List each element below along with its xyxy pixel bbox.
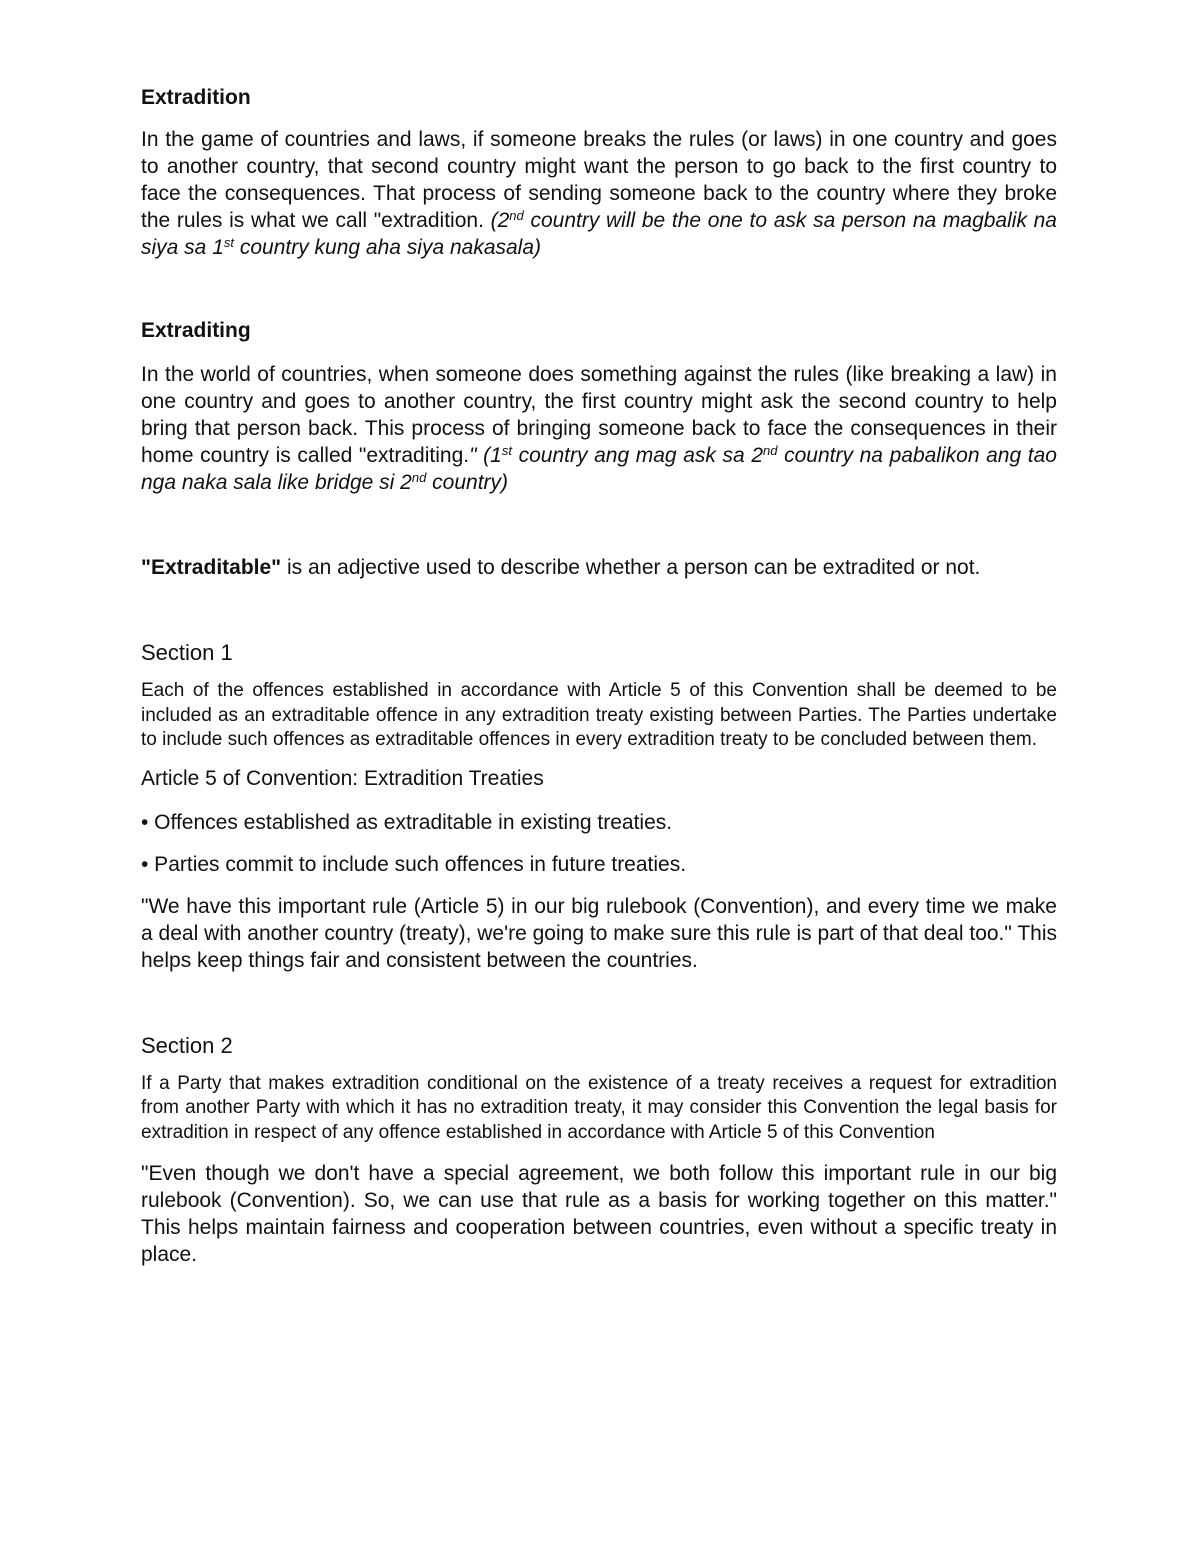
extraditing-paragraph	[141, 361, 1057, 496]
extraditable-term: "Extraditable"	[141, 556, 282, 579]
article-5-bullet-1: • Offences established as extraditable in existing treaties.	[141, 810, 673, 834]
extradition-note: (2nd country will be the one to ask sa person na magbalik na siya sa 1st country kung aha siya nakasala)	[141, 207, 1057, 259]
section-2-text: If a Party that makes extradition conditional on the existence of a treaty receives a request for extradition from another Party with which it has no extradition treaty, it may consider this Convention the legal basis for extradition in respect of any offence established in accordance with Article 5 of this Convention	[141, 1072, 1057, 1143]
extraditing-note: " (1st country ang mag ask sa 2nd country na pabalikon ang tao nga naka sala like bridge si 2nd country)	[141, 442, 1057, 494]
document-page	[141, 84, 1057, 1268]
section-2-explanation: "Even though we don't have a special agreement, we both follow this important rule in our big rulebook (Convention). So, we can use that rule as a basis for working together on this matter." This helps maintain fairness and cooperation between countries, even without a specific treaty in place.	[141, 1162, 1057, 1266]
section-1-text: Each of the offences established in accordance with Article 5 of this Convention shall be deemed to be included as an extraditable offence in any extradition treaty existing between Parties. The Parties undertake to include such offences as extraditable offences in every extradition treaty to be concluded between them.	[141, 680, 1057, 750]
section-2-title: Section 2	[141, 1032, 233, 1058]
heading-extradition: Extradition	[141, 86, 251, 109]
extraditable-body: is an adjective used to describe whether a person can be extradited or not.	[281, 556, 981, 579]
article-5-bullet-2: • Parties commit to include such offences in future treaties.	[141, 852, 687, 876]
extradition-body: In the game of countries and laws, if someone breaks the rules (or laws) in one country and goes to another country, that second country might want the person to go back to the first country to face the consequences. That process of sending someone back to the country where they broke the rules is what we call "extradition.	[141, 128, 1057, 232]
extraditable-definition	[141, 554, 1057, 581]
extradition-paragraph	[141, 126, 1057, 261]
heading-extraditing: Extraditing	[141, 319, 251, 342]
section-1-explanation: "We have this important rule (Article 5) in our big rulebook (Convention), and every time we make a deal with another country (treaty), we're going to make sure this rule is part of that deal too." This helps keep things fair and consistent between the countries.	[141, 894, 1057, 972]
extraditing-body: In the world of countries, when someone does something against the rules (like breaking a law) in one country and goes to another country, the first country might ask the second country to help bring that person back. This process of bringing someone back to face the consequences in their home country is called "extraditing.	[141, 363, 1057, 467]
section-1-title: Section 1	[141, 640, 233, 665]
article-5-title: Article 5 of Convention: Extradition Treaties	[141, 766, 544, 790]
